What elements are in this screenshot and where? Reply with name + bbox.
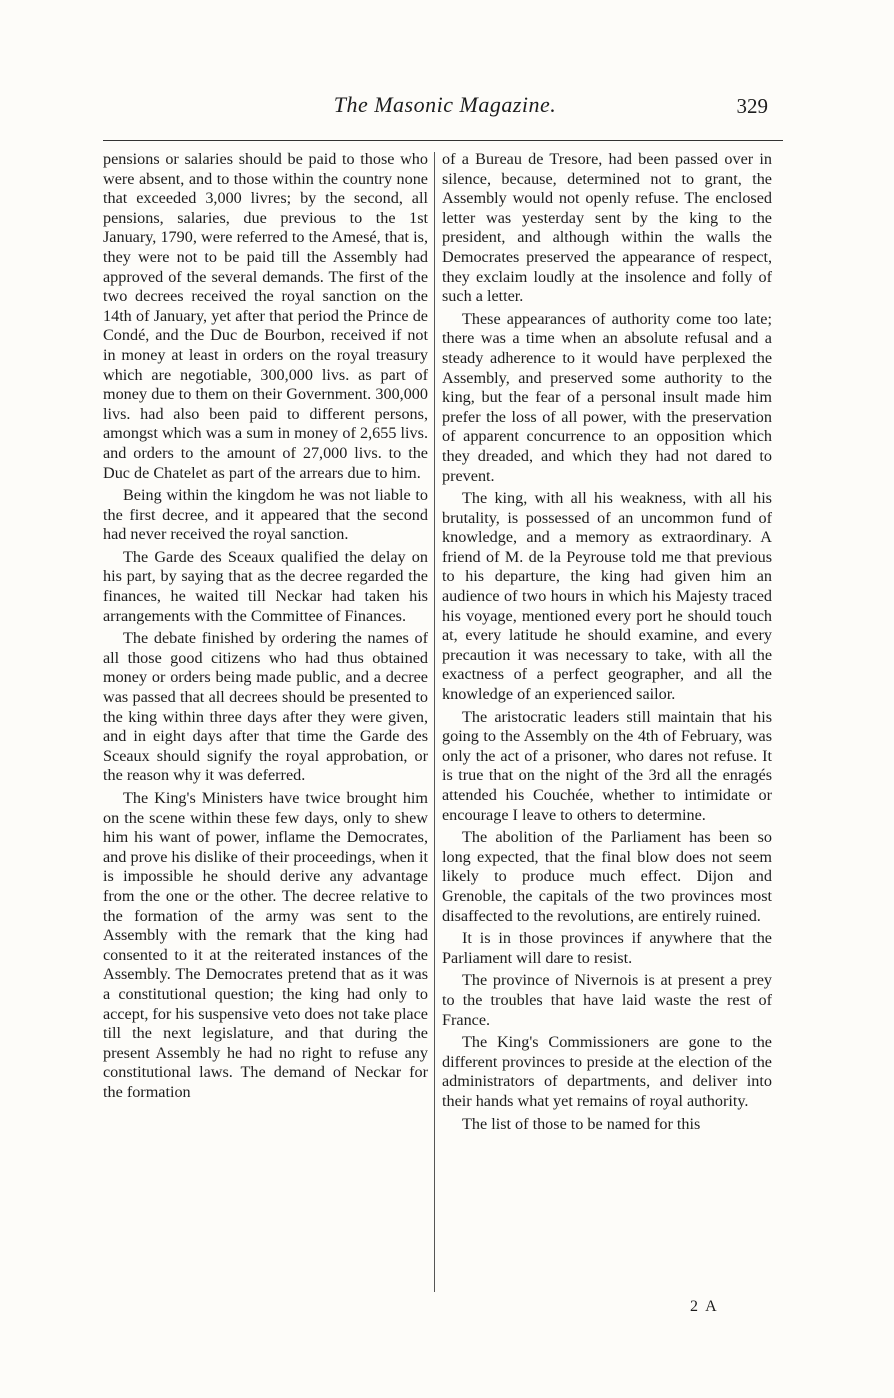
running-header (100, 92, 790, 132)
paragraph: The list of those to be named for this (462, 1114, 701, 1133)
paragraph: The province of Nivernois is at present a prey to the troubles that have laid waste the rest of France. (442, 971, 772, 1029)
paragraph: pensions or salaries should be paid to those who were absent, and to those within the country none that exceeded 3,000 livres; by the second, all pensions, salaries, due previous to the 1st January, 1790, were referred to the Amesé, that is, they were not to be paid till the Assembly had approved of the several demands. The first of the two decrees received the royal sanction on the 14th of January, yet after that period the Prince de Condé, and the Duc de Bourbon, received if not in money at least in orders on the royal treasury which are negotiable, 300,000 livs. as part of money due to them on their Government. 300,000 livs. had also been paid to different persons, amongst which was a sum in money of 2,655 livs. and orders to the amount of 27,000 livs. to the Duc de Chatelet as part of the arrears due to him. (103, 150, 428, 482)
paragraph: Being within the kingdom he was not liable to the first decree, and it appeared that the second had never received the royal sanction. (103, 486, 428, 544)
left-column (103, 150, 428, 1106)
paragraph: The debate finished by ordering the names of all those good citizens who had thus obtained money or orders being made public, and a decree was passed that all decrees should be presented to the king within three days after they were given, and in eight days after that time the Garde des Sceaux should signify the royal approbation, or the reason why it was deferred. (103, 629, 428, 785)
paragraph: of a Bureau de Tresore, had been passed over in silence, because, determined not to grant, the Assembly would not openly refuse. The enclosed letter was yesterday sent by the king to the president, and although within the walls the Democrates preserved the appearance of respect, they exclaim loudly at the insolence and folly of such a letter. (442, 150, 772, 306)
paragraph: The aristocratic leaders still maintain that his going to the Assembly on the 4th of February, was only the act of a prisoner, who dares not refuse. It is true that on the night of the 3rd all the enragés attended his Couchée, whether to intimidate or encourage I leave to others to determine. (442, 707, 772, 824)
paragraph: These appearances of authority come too late; there was a time when an absolute refusal and a steady adherence to it would have perplexed the Assembly, and preserved some authority to the king, but the fear of a personal insult made him prefer the loss of all power, with the preservation of apparent concurrence to an opposition which they dreaded, and which they had not dared to prevent. (442, 309, 772, 485)
paragraph: The king, with all his weakness, with all his brutality, is possessed of an uncommon fund of knowledge, and a memory as extraordinary. A friend of M. de la Peyrouse told me that previous to his departure, the king had given him an audience of two hours in which his Majesty traced his voyage, mentioned every port he should touch at, every latitude he should examine, and every precaution it was necessary to take, with all the exactness of a perfect geographer, and all the knowledge of an experienced sailor. (442, 489, 772, 704)
magazine-title: The Masonic Magazine. (333, 92, 557, 117)
paragraph: The King's Commissioners are gone to the different provinces to preside at the election of the administrators of departments, and deliver into their hands what yet remains of royal authority. (442, 1033, 772, 1110)
paragraph: The King's Ministers have twice brought him on the scene within these few days, only to shew him his want of power, inflame the Democrates, and prove his dislike of their proceedings, when it is impossible he should derive any advantage from the one or the other. The decree relative to the formation of the army was sent to the Assembly with the remark that the king had consented to it at the reiterated instances of the Assembly. The Democrates pretend that as it was a constitutional question; the king had only to accept, for his suspensive veto does not take place till the next legislature, and that during the present Assembly he had no right to refuse any constitutional laws. The demand of Neckar for the formation (103, 789, 428, 1101)
paragraph: The abolition of the Parliament has been so long expected, that the final blow does not seem likely to produce much effect. Dijon and Grenoble, the capitals of the two provinces most disaffected to the revolutions, are entirely ruined. (442, 828, 772, 925)
column-divider (434, 152, 435, 1292)
paragraph: The Garde des Sceaux qualified the delay on his part, by saying that as the decree regarded the finances, he waited till Neckar had taken his arrangements with the Committee of Finances. (103, 547, 428, 625)
page-number: 329 (736, 94, 768, 118)
header-rule (103, 140, 783, 141)
signature-mark: 2 A (690, 1298, 719, 1315)
paragraph: It is in those provinces if anywhere that the Parliament will dare to resist. (442, 929, 772, 967)
right-column (442, 150, 772, 1137)
